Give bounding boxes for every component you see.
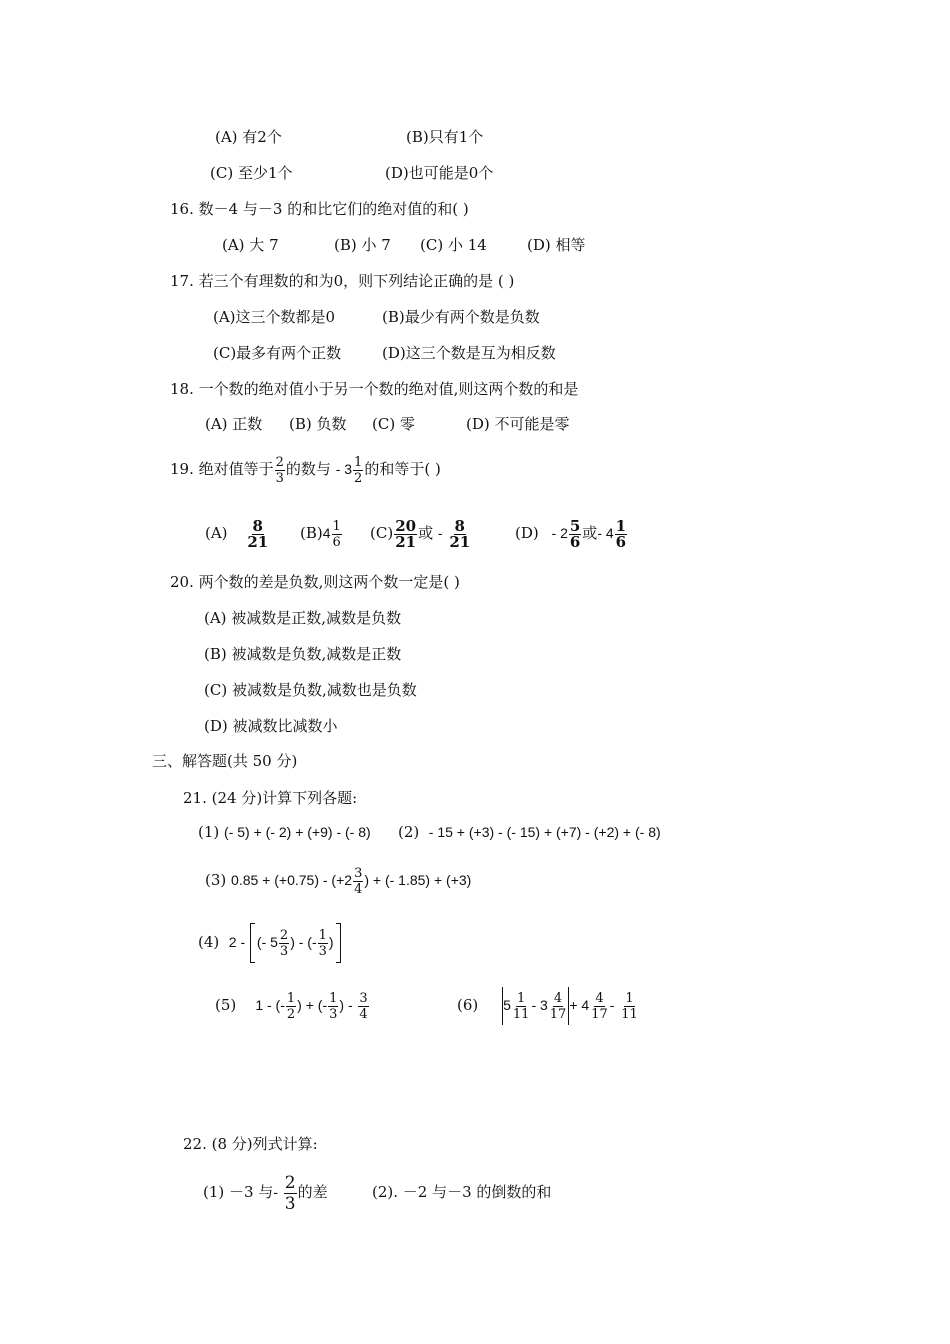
q16-stem: 16. 数－4 与－3 的和比它们的绝对值的和( ) [170,200,469,218]
or-text: 或 [582,524,598,542]
q21-part2 [398,822,661,842]
q20-stem: 20. 两个数的差是负数,则这两个数一定是( ) [170,573,460,591]
math-expr: (- 5) + (- 2) + (+9) - (- 8) [224,824,371,840]
q21-part1 [198,822,371,842]
math-expr: - 3 [531,997,548,1013]
q20-option-b: (B) 被减数是负数,减数是正数 [204,645,402,663]
fraction: $\frac{1}{2}$ [354,454,363,486]
math-expr: - 2 [551,525,568,541]
math-expr: - 15 + (+3) - (- 15) + (+7) - (+2) + (- 8) [428,824,661,840]
fraction: $\frac{2}{3}$ [284,1172,296,1214]
math-expr: + 4 [569,997,590,1013]
fraction: $\frac{1}{11}$ [512,990,530,1022]
q16-option-b: (B) 小 7 [334,236,391,254]
math-expr: 4 [322,525,331,541]
q22-part2: (2). －2 与－3 的倒数的和 [372,1183,552,1201]
option-label: (C) [370,524,394,542]
fraction: $\frac{4}{17}$ [549,990,567,1022]
q19-option-c [370,515,472,551]
math-expr: ) - (- [290,934,317,950]
q21-part4 [198,922,341,963]
q16-option-a: (A) 大 7 [222,236,279,254]
q17-option-c: (C)最多有两个正数 [213,344,342,362]
fraction: $\frac{3}{4}$ [359,990,368,1022]
q18-option-a: (A) 正数 [205,415,263,433]
option-label: (B) [300,524,323,542]
q19-option-b [300,515,343,551]
q20-option-d: (D) 被减数比减数小 [204,717,338,735]
q16-option-c: (C) 小 14 [420,236,487,254]
fraction: $\frac{1}{3}$ [318,927,327,959]
q19-stem-text: 的和等于( ) [364,460,441,478]
math-expr: - [437,525,443,541]
section-heading: 三、解答题(共 50 分) [152,752,298,770]
math-expr: 5 [503,997,511,1013]
q19-stem [170,452,441,486]
q21-part5 [215,985,370,1025]
fraction: $\frac{8}{21}$ [247,516,269,551]
q19-stem-text: 19. 绝对值等于 [170,460,274,478]
math-expr: - 3 [335,461,353,477]
or-text: 或 [418,524,434,542]
q18-option-c: (C) 零 [372,415,415,433]
part-text: 的 [297,1183,313,1201]
fraction: $\frac{2}{3}$ [279,927,289,959]
q15-option-a: (A) 有2个 [215,128,282,146]
math-expr: 0.85 + (+0.75) - (+2 [231,872,353,888]
emphasis-text: 差 . [313,1183,328,1201]
q19-option-a [205,515,270,551]
part-label: (5) [215,996,237,1014]
q15-option-b: (B)只有1个 [406,128,484,146]
q19-option-d [515,515,628,551]
math-expr: - [609,997,615,1013]
left-bracket [250,923,255,963]
q20-option-a: (A) 被减数是正数,减数是负数 [204,609,402,627]
fraction: $\frac{5}{6}$ [569,516,581,551]
q17-option-b: (B)最少有两个数是负数 [382,308,540,326]
math-expr: ) [328,934,334,950]
math-expr: - [273,1184,278,1200]
math-expr: 2 - [228,934,246,950]
fraction: $\frac{2}{3}$ [275,454,284,486]
q21-stem: 21. (24 分)计算下列各题: [183,789,358,807]
part-label: (4) [198,933,220,951]
math-expr: 1 - (- [255,997,285,1013]
q17-option-d: (D)这三个数是互为相反数 [382,344,556,362]
fraction: $\frac{1}{6}$ [615,516,627,551]
fraction: $\frac{4}{17}$ [591,990,608,1022]
q21-part3 [205,862,471,898]
part-label: (1) [198,823,220,841]
q18-option-b: (B) 负数 [289,415,347,433]
option-label: (D) [515,524,539,542]
fraction: $\frac{1}{6}$ [332,518,341,550]
part-text: (1) －3 与 [203,1183,274,1201]
q22-stem: 22. (8 分)列式计算: [183,1135,318,1153]
math-expr: ) + (- [297,997,328,1013]
q20-option-c: (C) 被减数是负数,减数也是负数 [204,681,417,699]
math-expr: - 4 [597,525,614,541]
option-label: (A) [205,524,228,542]
q18-stem: 18. 一个数的绝对值小于另一个数的绝对值,则这两个数的和是 [170,380,579,398]
math-expr: (- 5 [256,934,278,950]
fraction: $\frac{8}{21}$ [449,516,471,551]
q21-part6 [457,985,640,1025]
q19-stem-text: 的数与 [285,460,331,478]
q17-stem: 17. 若三个有理数的和为0，则下列结论正确的是 ( ) [170,272,515,290]
math-expr: ) + (- 1.85) + (+3) [364,872,472,888]
fraction: $\frac{1}{11}$ [621,990,638,1022]
math-expr: ) - [339,997,353,1013]
q16-option-d: (D) 相等 [527,236,586,254]
q15-option-c: (C) 至少1个 [210,164,293,182]
q18-option-d: (D) 不可能是零 [466,415,570,433]
part-label: (3) [205,871,227,889]
part-label: (6) [457,996,479,1014]
fraction: $\frac{1}{3}$ [329,990,338,1022]
q22-part1 [203,1170,328,1214]
q15-option-d: (D)也可能是0个 [385,164,494,182]
right-bracket [336,923,341,963]
part-label: (2) [398,823,420,841]
fraction: $\frac{1}{2}$ [286,990,296,1022]
fraction: $\frac{3}{4}$ [354,865,363,897]
fraction: $\frac{20}{21}$ [395,516,417,551]
q17-option-a: (A)这三个数都是0 [213,308,336,326]
